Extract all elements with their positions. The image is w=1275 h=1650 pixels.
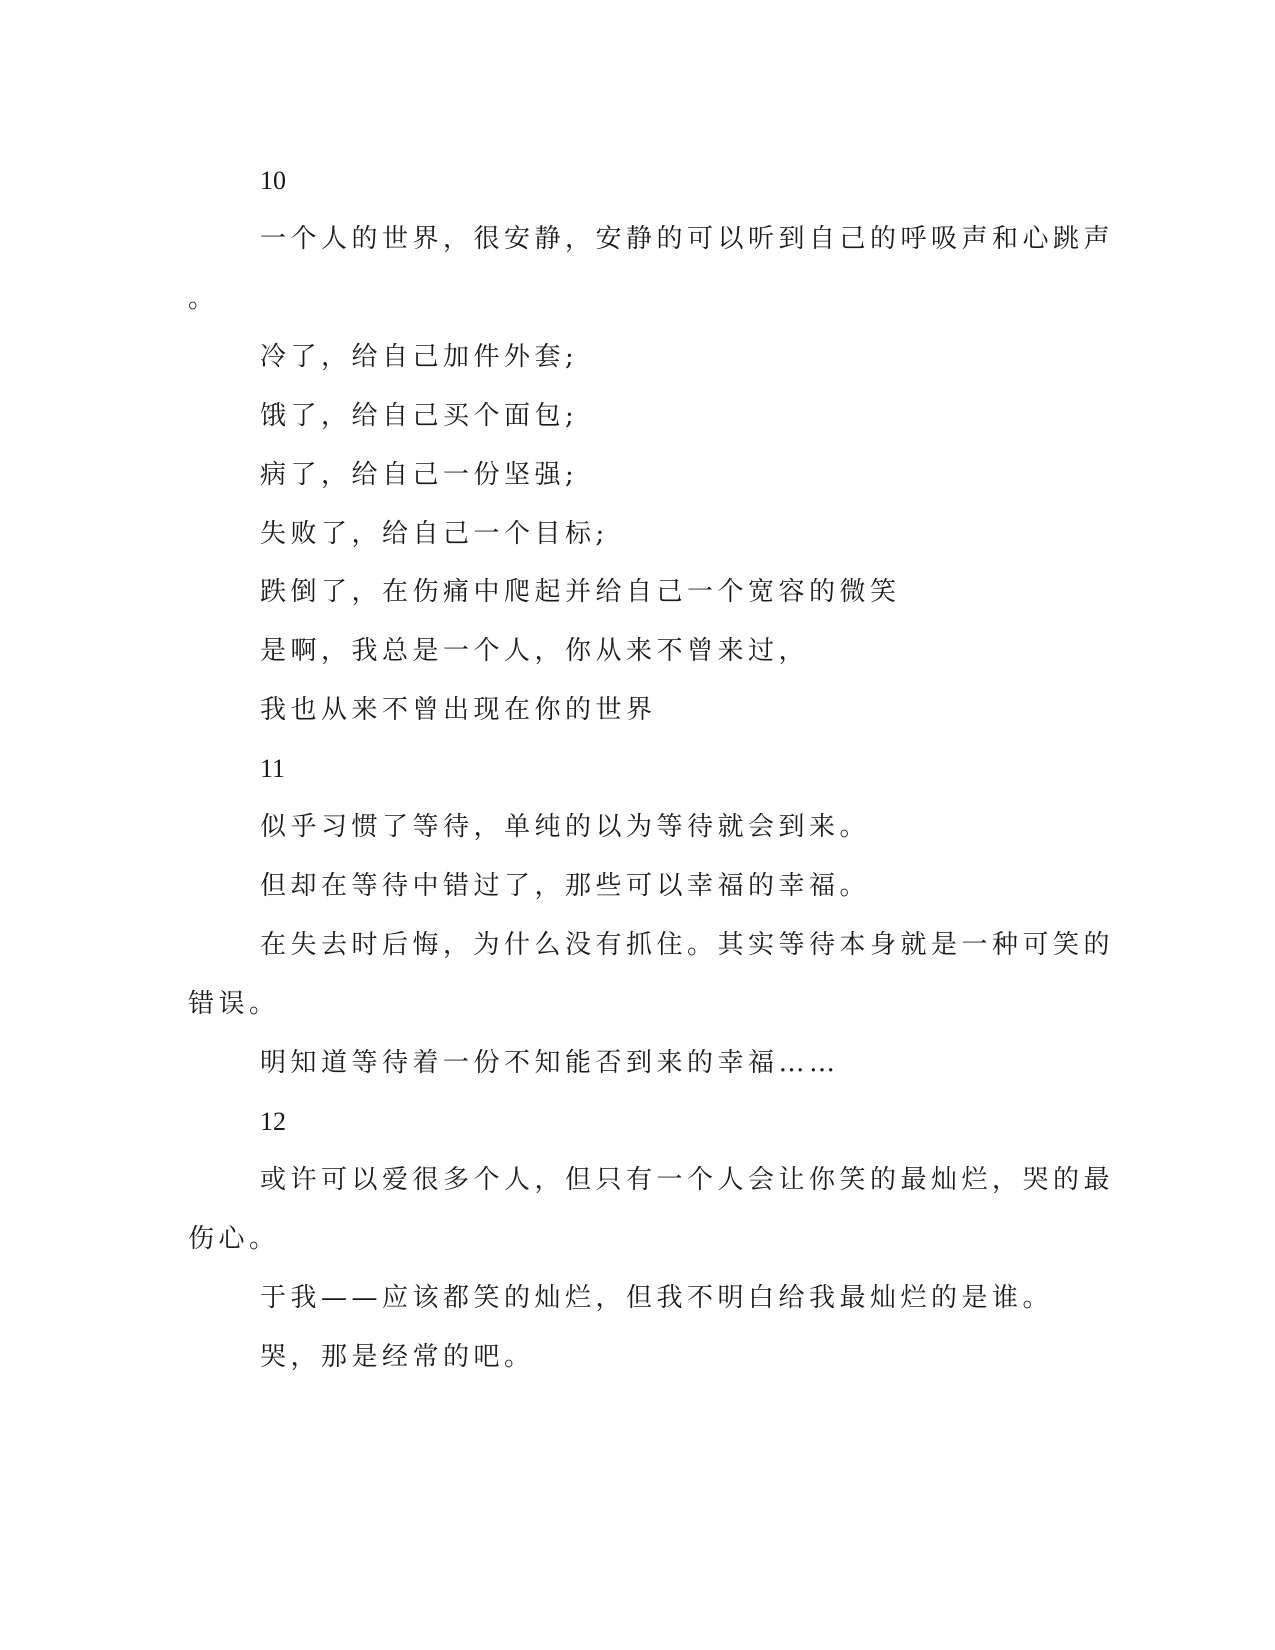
paragraph-line: 冷了，给自己加件外套;: [260, 342, 579, 372]
section-number: 12: [260, 1107, 286, 1136]
paragraph-line: 或许可以爱很多个人，但只有一个人会让你笑的最灿烂，哭的最: [260, 1165, 1115, 1195]
paragraph-line: 错误。: [188, 989, 280, 1019]
paragraph-line: 。: [188, 284, 219, 314]
paragraph-line: 伤心。: [188, 1224, 280, 1254]
paragraph-line: 饿了，给自己买个面包;: [260, 401, 579, 431]
paragraph-line: 是啊，我总是一个人，你从来不曾来过，: [260, 636, 810, 666]
paragraph-line: 失败了，给自己一个目标;: [260, 519, 609, 549]
paragraph-line: 似乎习惯了等待，单纯的以为等待就会到来。: [260, 812, 871, 842]
paragraph-line: 病了，给自己一份坚强;: [260, 460, 579, 490]
paragraph-line: 于我——应该都笑的灿烂，但我不明白给我最灿烂的是谁。: [260, 1283, 1054, 1313]
paragraph-line: 在失去时后悔，为什么没有抓住。其实等待本身就是一种可笑的: [260, 930, 1115, 960]
paragraph-line: 一个人的世界，很安静，安静的可以听到自己的呼吸声和心跳声: [260, 224, 1115, 254]
paragraph-line: 但却在等待中错过了，那些可以幸福的幸福。: [260, 871, 871, 901]
paragraph-line: 明知道等待着一份不知能否到来的幸福……: [260, 1048, 840, 1078]
paragraph-line: 我也从来不曾出现在你的世界: [260, 695, 657, 725]
section-number: 11: [260, 754, 286, 783]
paragraph-line: 哭，那是经常的吧。: [260, 1342, 535, 1372]
paragraph-line: 跌倒了，在伤痛中爬起并给自己一个宽容的微笑: [260, 577, 901, 607]
section-number: 10: [260, 166, 286, 195]
